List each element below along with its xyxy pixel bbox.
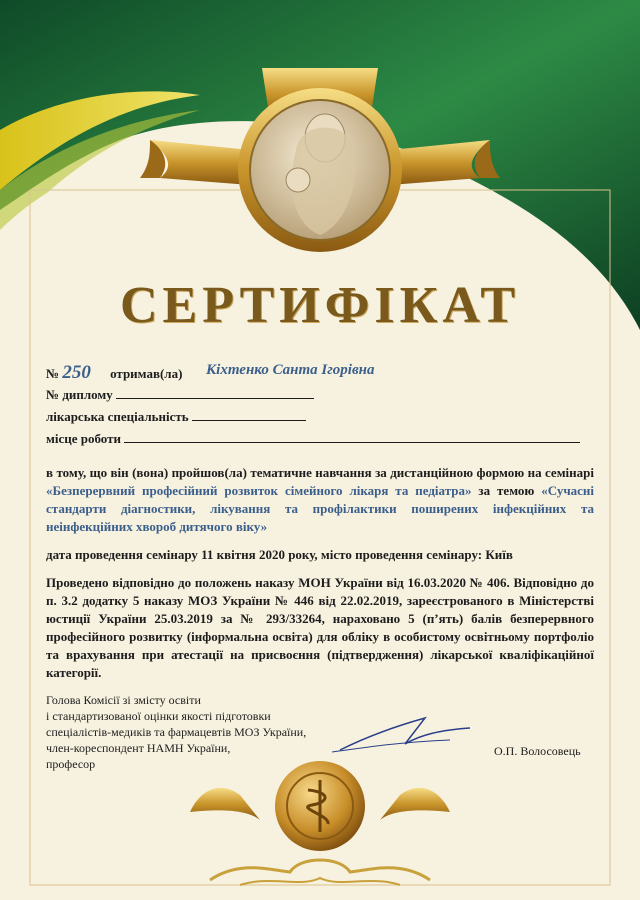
number-row: [46, 362, 182, 384]
diploma-blank: [116, 386, 314, 399]
diploma-row: [46, 386, 314, 403]
diploma-label: № диплому: [46, 387, 113, 402]
signer-title-line: Голова Комісії зі змісту освіти: [46, 693, 201, 707]
workplace-row: [46, 430, 580, 447]
signer-name: О.П. Волосовець: [494, 744, 581, 758]
workplace-blank: [124, 430, 580, 443]
specialty-row: [46, 408, 306, 425]
received-label: отримав(ла): [110, 366, 183, 381]
signer-title-line: спеціалістів-медиків та фармацевтів МОЗ України,: [46, 725, 307, 739]
workplace-label: місце роботи: [46, 431, 122, 446]
signer-title: [46, 692, 306, 772]
date-line: дата проведення семінару 11 квітня 2020 року, місто проведення семінару: Київ: [46, 547, 513, 562]
seminar-paragraph: [46, 464, 594, 536]
seminar-topic: «Сучасні стандарти діагностики, лікування та профілактики поширених інфекційних та неінфекційних хвороб дитячого віку»: [46, 483, 595, 534]
signer-title-line: і стандартизованої оцінки якості підготовки: [46, 709, 271, 723]
recipient-name: Кіхтенко Санта Ігорівна: [206, 362, 375, 378]
seminar-intro: в тому, що він (вона) пройшов(ла) тематичне навчання за дистанційною формою на семінарі: [46, 465, 594, 480]
number-label: №: [46, 366, 60, 381]
specialty-label: лікарська спеціальність: [46, 409, 189, 424]
specialty-blank: [192, 408, 306, 421]
legal-paragraph: Проведено відповідно до положень наказу МОН України від 16.03.2020 № 406. Відповідно до п. 3.2 додатку 5 наказу МОЗ України № 446 від 22.02.2019, зареєстрованого в Міністерстві юстиції України 25.03.2019 за № 293/33264, нараховано 5 (п’ять) балів безперервного професійного розвитку (інформальна освіта) для обліку в особистому освітньому портфоліо та врахування при атестації на присвоєння (підтвердження) лікарської кваліфікаційної категорії.: [46, 575, 594, 680]
certificate-title: СЕРТИФІКАТ: [119, 277, 521, 334]
number-value: 250: [62, 362, 91, 383]
signer-title-line: професор: [46, 757, 96, 771]
signer-title-line: член-кореспондент НАМН України,: [46, 741, 231, 755]
seminar-name: «Безперервний професійний розвиток сімейного лікаря та педіатра»: [46, 483, 472, 498]
topic-intro: за темою: [478, 483, 535, 498]
